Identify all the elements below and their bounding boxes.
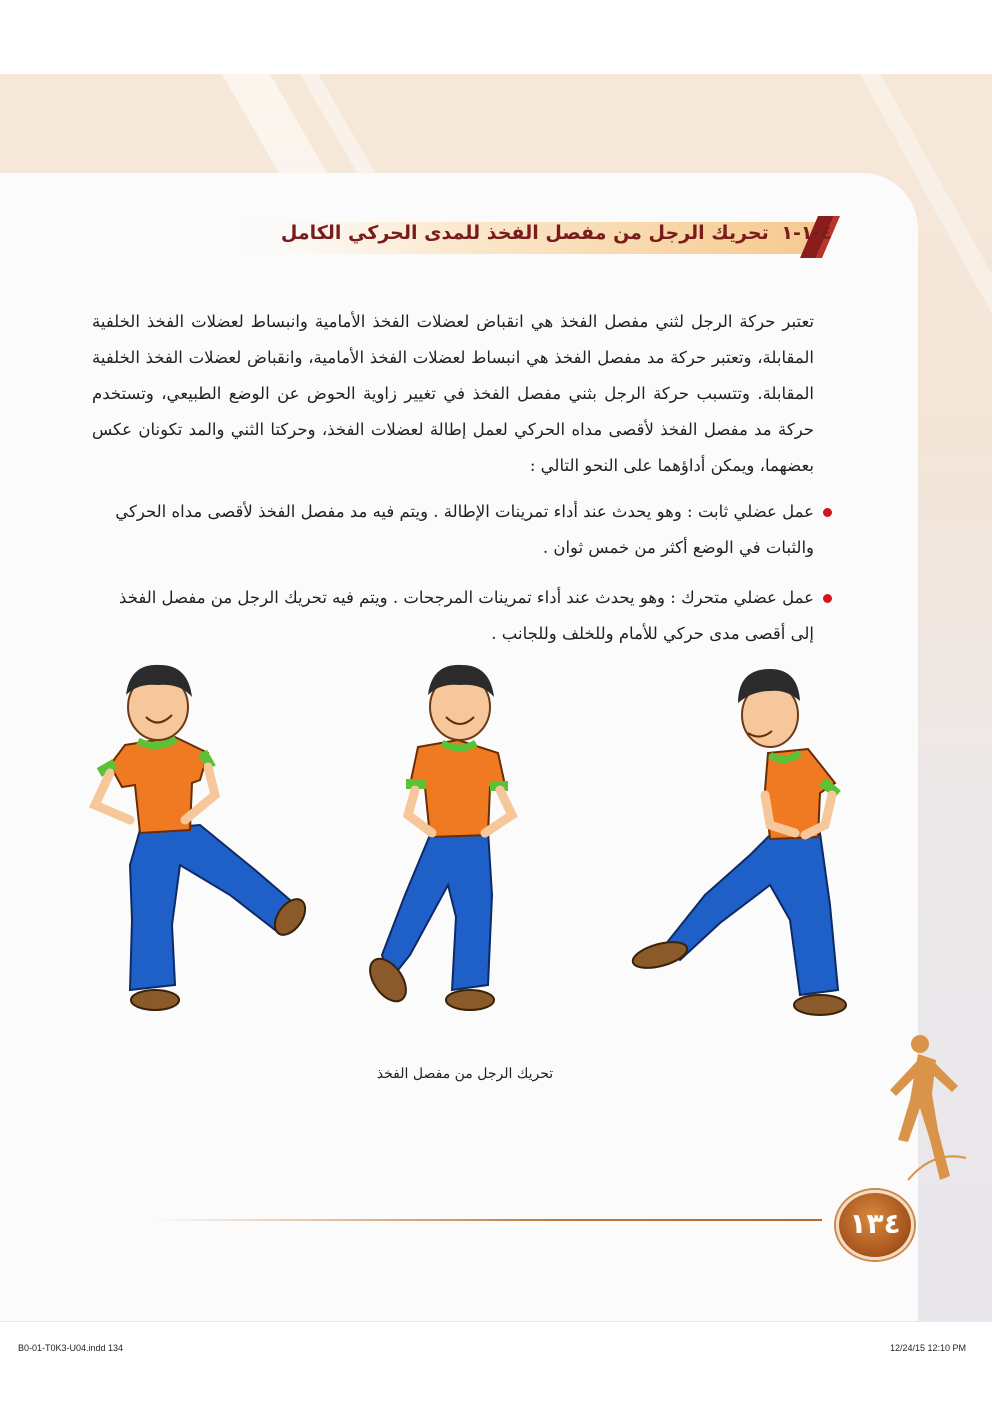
bullet-item-dynamic: [92, 580, 832, 652]
footer-rule: [150, 1219, 822, 1221]
section-title-text: تحريك الرجل من مفصل الفخذ للمدى الحركي الكامل: [280, 222, 769, 244]
section-number: ٤-١-١: [781, 222, 832, 244]
print-date-label: 12/24/15 12:10 PM: [889, 1343, 966, 1353]
body-paragraph: تعتبر حركة الرجل لثني مفصل الفخذ هي انقباض لعضلات الفخذ الأمامية وانبساط لعضلات الفخذ الخلفية المقابلة، وتعتبر حركة مد مفصل الفخذ هي انبساط لعضلات الفخذ الأمامية، وانقباض لعضلات الفخذ الخلفية المقابلة. وتتسبب حركة الرجل بثني مفصل الفخذ في تغيير زاوية الحوض عن الوضع الطبيعي، وتستخدم حركة مد مفصل الفخذ لأقصى مداه الحركي لعمل إطالة لعضلات الفخذ، وحركتا الثني والمد تكونان عكس بعضهما، ويمكن أداؤهما على النحو التالي :: [92, 312, 814, 475]
bullet-text: عمل عضلي ثابت : وهو يحدث عند أداء تمرينات الإطالة . ويتم فيه مد مفصل الفخذ لأقصى مداه الحركي والثبات في الوضع أكثر من خمس ثوان .: [115, 502, 814, 557]
figure-caption: تحريك الرجل من مفصل الفخذ: [376, 1066, 554, 1082]
boy-leg-side-figure: [95, 665, 311, 1010]
bullet-item-static: [92, 494, 832, 566]
page-number: ١٣٤: [836, 1190, 914, 1260]
print-file-label: B0-01-T0K3-U04.indd 134: [18, 1343, 124, 1353]
bullet-dot-icon: [823, 508, 832, 517]
runner-icon: [878, 1030, 968, 1190]
hip-movement-illustration: [80, 655, 860, 1035]
section-title: [252, 222, 832, 244]
boy-leg-back-figure: [363, 665, 512, 1010]
bullet-dot-icon: [823, 594, 832, 603]
bullet-text: عمل عضلي متحرك : وهو يحدث عند أداء تمرينات المرجحات . ويتم فيه تحريك الرجل من مفصل الفخذ إلى أقصى مدى حركي للأمام وللخلف وللجانب .: [119, 588, 814, 643]
boy-leg-forward-figure: [630, 669, 846, 1015]
